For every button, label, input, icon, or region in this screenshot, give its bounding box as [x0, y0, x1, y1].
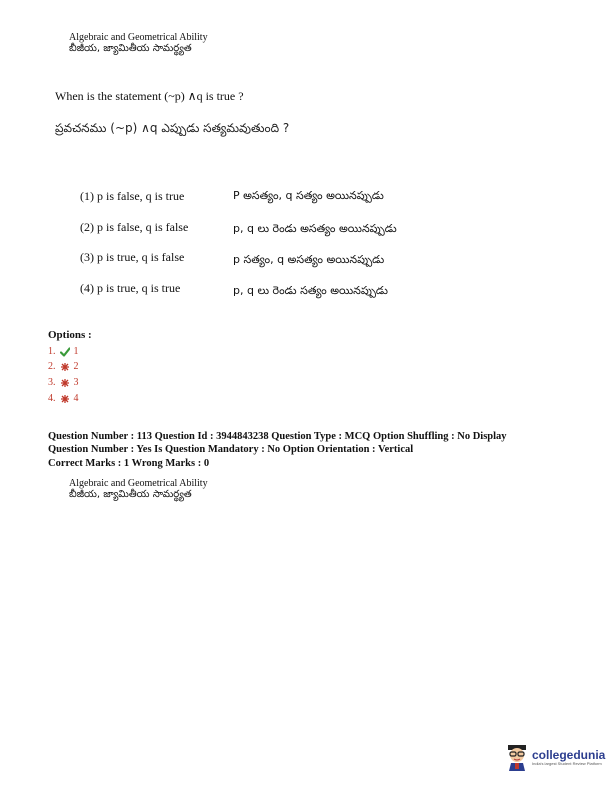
question-text-en: When is the statement (~p) ∧q is true ? [55, 89, 244, 103]
question-meta-line-2: Question Number : Yes Is Question Mandatory : No Option Orientation : Vertical [48, 444, 414, 455]
option-number: 3. [48, 377, 56, 388]
option-row-4 [48, 393, 79, 404]
logo-tagline: India's largest Student Review Platform [532, 761, 602, 766]
option-number: 4. [48, 393, 56, 404]
option-row-1 [48, 346, 79, 357]
choice-3-te: p సత్యం, q అసత్యం అయినప్పుడు [233, 253, 385, 266]
mascot-icon [505, 744, 529, 772]
cross-icon [60, 378, 70, 388]
question-text-te: ప్రవచనము (~p) ∧q ఎప్పుడు సత్యమవుతుంది ? [55, 121, 290, 135]
option-row-2 [48, 361, 79, 372]
option-value: 4 [73, 393, 79, 404]
option-value: 3 [73, 377, 79, 388]
question-meta-line-3: Correct Marks : 1 Wrong Marks : 0 [48, 458, 210, 469]
option-value: 1 [73, 346, 79, 357]
collegedunia-logo [505, 744, 605, 772]
section-title-en: Algebraic and Geometrical Ability [69, 32, 208, 43]
choice-3-en: (3) p is true, q is false [80, 250, 185, 264]
options-heading: Options : [48, 329, 92, 341]
section-title-en: Algebraic and Geometrical Ability [69, 478, 208, 489]
choice-4-te: p, q లు రెండు సత్యం అయినప్పుడు [233, 284, 388, 297]
choice-4-en: (4) p is true, q is true [80, 281, 181, 295]
choice-1-en: (1) p is false, q is true [80, 189, 185, 203]
option-number: 2. [48, 361, 56, 372]
choice-2-en: (2) p is false, q is false [80, 220, 189, 234]
check-icon [60, 347, 70, 357]
question-meta-line-1: Question Number : 113 Question Id : 3944843238 Question Type : MCQ Option Shuffling : No Display [48, 431, 507, 442]
logo-name: collegedunia [532, 748, 606, 762]
cross-icon [60, 394, 70, 404]
section-title-te: బీజీయ, జ్యామితీయ సామర్థ్యత [69, 43, 192, 54]
option-row-3 [48, 377, 79, 388]
option-value: 2 [73, 361, 79, 372]
option-number: 1. [48, 346, 56, 357]
section-title-te: బీజీయ, జ్యామితీయ సామర్థ్యత [69, 489, 192, 500]
choice-2-te: p, q లు రెండు అసత్యం అయినప్పుడు [233, 222, 397, 235]
cross-icon [60, 362, 70, 372]
choice-1-te: P అసత్యం, q సత్యం అయినప్పుడు [233, 189, 384, 202]
